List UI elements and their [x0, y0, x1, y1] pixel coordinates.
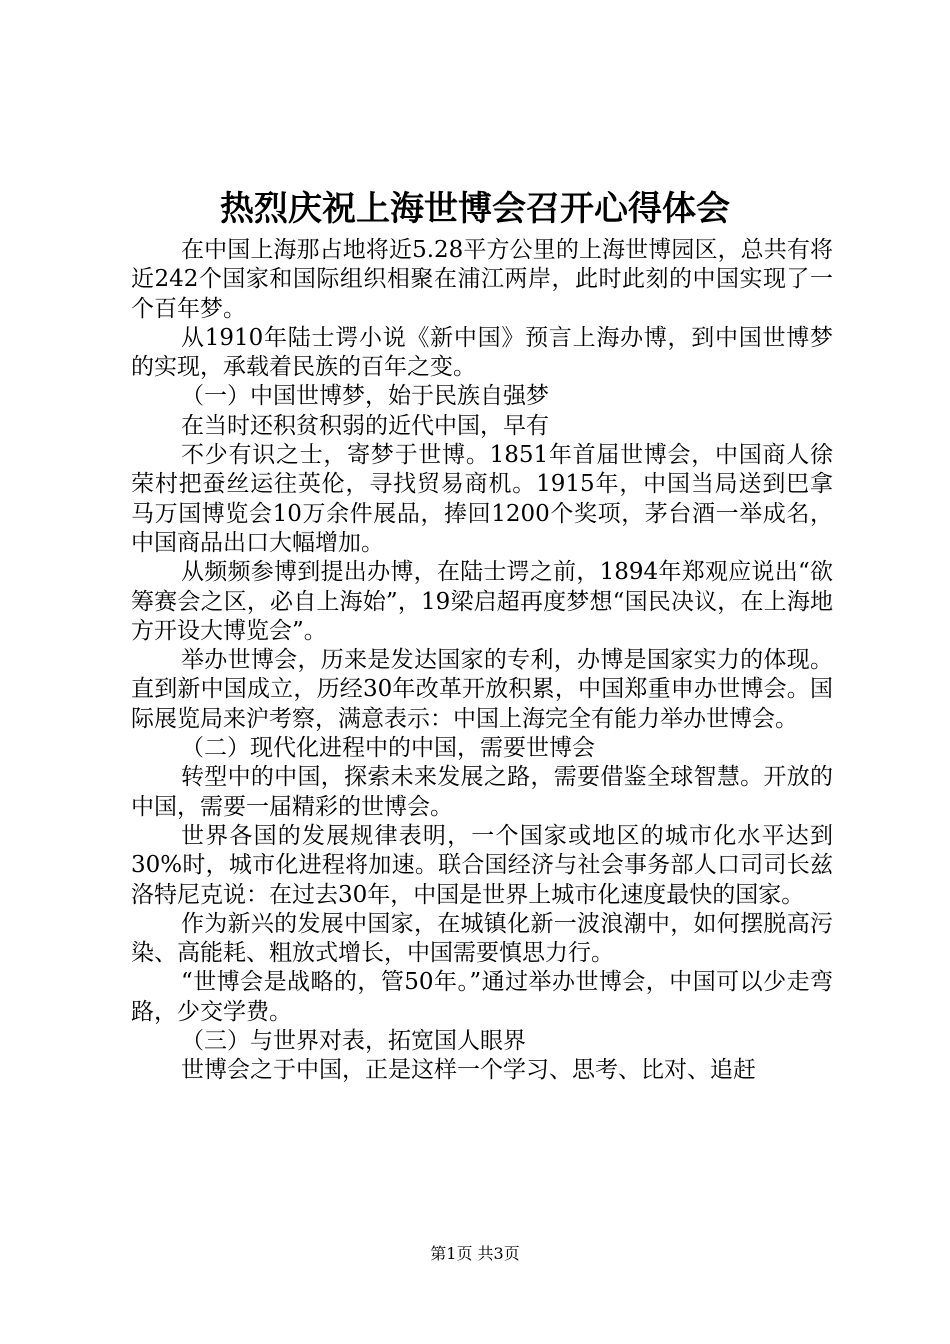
section-heading: （二）现代化进程中的中国，需要世博会 [181, 735, 595, 762]
paragraph: 在当时还积贫积弱的近代中国，早有 [181, 412, 549, 439]
paragraph: 从频频参博到提出办博，在陆士谔之前，1894年郑观应说出“欲筹赛会之区，必自上海始”，19梁启超再度梦想“国民决议，在上海地方开设大博览会”。 [131, 559, 833, 644]
document-title: 热烈庆祝上海世博会召开心得体会 [220, 189, 730, 229]
paragraph: 从1910年陆士谔小说《新中国》预言上海办博，到中国世博梦的实现，承载着民族的百年之变。 [131, 324, 833, 381]
paragraph: “世博会是战略的，管50年。”通过举办世博会，中国可以少走弯路，少交学费。 [131, 969, 833, 1025]
page-footer: 第1页 共3页 [430, 1244, 520, 1263]
section-heading: （三）与世界对表，拓宽国人眼界 [181, 1028, 526, 1055]
paragraph: 不少有识之士，寄梦于世博。1851年首届世博会，中国商人徐荣村把蚕丝运往英伦，寻找贸易商机。1915年，中国当局送到巴拿马万国博览会10万余件展品，捧回1200个奖项，茅台酒一举成名，中国商品出口大幅增加。 [131, 442, 833, 556]
paragraph: 世界各国的发展规律表明，一个国家或地区的城市化水平达到30%时，城市化进程将加速。联合国经济与社会事务部人口司司长兹洛特尼克说：在过去30年，中国是世界上城市化速度最快的国家。 [131, 822, 833, 908]
paragraph: 举办世博会，历来是发达国家的专利，办博是国家实力的体现。直到新中国成立，历经30年改革开放积累，中国郑重申办世博会。国际展览局来沪考察，满意表示：中国上海完全有能力举办世博会。 [131, 647, 833, 732]
section-heading: （一）中国世博梦，始于民族自强梦 [181, 383, 549, 410]
paragraph: 作为新兴的发展中国家，在城镇化新一波浪潮中，如何摆脱高污染、高能耗、粗放式增长，中国需要慎思力行。 [131, 910, 833, 967]
paragraph: 世博会之于中国，正是这样一个学习、思考、比对、追赶 [181, 1057, 756, 1084]
paragraph: 转型中的中国，探索未来发展之路，需要借鉴全球智慧。开放的中国，需要一届精彩的世博会。 [131, 764, 833, 820]
document-body [131, 236, 833, 1086]
paragraph: 在中国上海那占地将近5.28平方公里的上海世博园区，总共有将近242个国家和国际组织相聚在浦江两岸，此时此刻的中国实现了一个百年梦。 [131, 237, 833, 322]
